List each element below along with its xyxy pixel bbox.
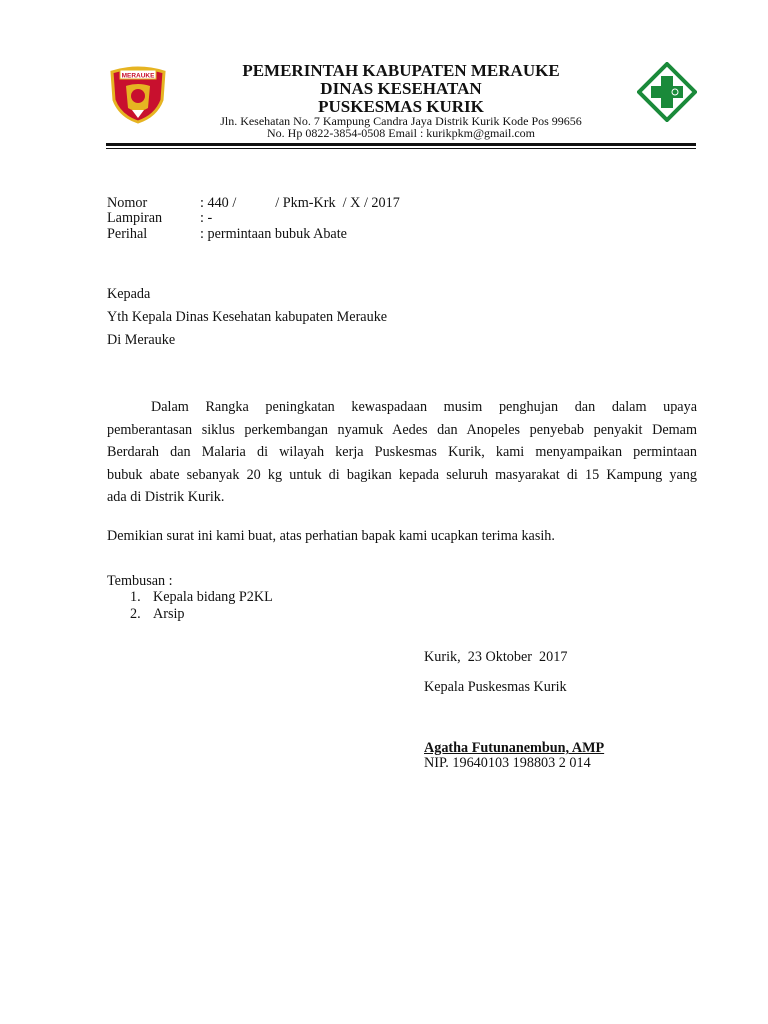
cc-item-text: Kepala bidang P2KL xyxy=(153,589,273,605)
perihal-value: : permintaan bubuk Abate xyxy=(200,226,347,242)
letterhead-address: Jln. Kesehatan No. 7 Kampung Candra Jaya Distrik Kurik Kode Pos 99656 xyxy=(220,114,582,128)
letterhead-institution: PUSKESMAS KURIK xyxy=(318,97,484,116)
body-paragraph xyxy=(107,396,697,509)
body-line: bubuk abate sebanyak 20 kg untuk di bagikan kepada seluruh masyarakat di 15 Kampung yang xyxy=(107,466,697,483)
nomor-value: : 440 / / Pkm-Krk / X / 2017 xyxy=(200,195,400,211)
body-line: Berdarah dan Malaria di wilayah kerja Puskesmas Kurik, kami menyampaikan permintaan xyxy=(107,444,697,460)
cc-list xyxy=(130,589,273,623)
nomor-label: Nomor xyxy=(107,195,148,211)
recipient-name: Yth Kepala Dinas Kesehatan kabupaten Merauke xyxy=(107,309,388,325)
puskesmas-green-cross-icon xyxy=(637,62,697,122)
cc-item-text: Arsip xyxy=(153,606,185,622)
letterhead-department: DINAS KESEHATAN xyxy=(320,79,482,98)
recipient-greeting: Kepada xyxy=(107,286,151,302)
cc-item xyxy=(130,589,273,606)
cc-item xyxy=(130,606,273,623)
crest-text: MERAUKE xyxy=(121,72,155,80)
signatory-position: Kepala Puskesmas Kurik xyxy=(424,679,567,695)
letterhead-rule-thin xyxy=(106,148,696,149)
lampiran-label: Lampiran xyxy=(107,210,163,226)
letterhead-government: PEMERINTAH KABUPATEN MERAUKE xyxy=(242,61,560,80)
closing-paragraph: Demikian surat ini kami buat, atas perhatian bapak kami ucapkan terima kasih. xyxy=(107,528,555,544)
body-line: pemberantasan siklus perkembangan nyamuk Aedes dan Anopeles penyebab penyakit Demam xyxy=(107,421,697,438)
signatory-nip: NIP. 19640103 198803 2 014 xyxy=(424,755,591,771)
recipient-location: Di Merauke xyxy=(107,332,176,348)
cc-item-number: 1. xyxy=(130,589,141,605)
letterhead-rule-thick xyxy=(106,143,696,146)
cc-label: Tembusan : xyxy=(107,573,173,589)
letterhead-contact: No. Hp 0822-3854-0508 Email : kurikpkm@gmail.com xyxy=(266,126,536,140)
body-line: ada di Distrik Kurik. xyxy=(107,489,225,505)
signatory-name: Agatha Futunanembun, AMP xyxy=(424,740,605,756)
merauke-regency-crest-icon xyxy=(106,64,170,124)
cc-item-number: 2. xyxy=(130,606,141,622)
place-date: Kurik, 23 Oktober 2017 xyxy=(424,649,568,665)
body-line: Dalam Rangka peningkatan kewaspadaan musim penghujan dan dalam upaya xyxy=(151,399,697,415)
perihal-label: Perihal xyxy=(107,226,148,242)
lampiran-value: : - xyxy=(200,210,213,226)
